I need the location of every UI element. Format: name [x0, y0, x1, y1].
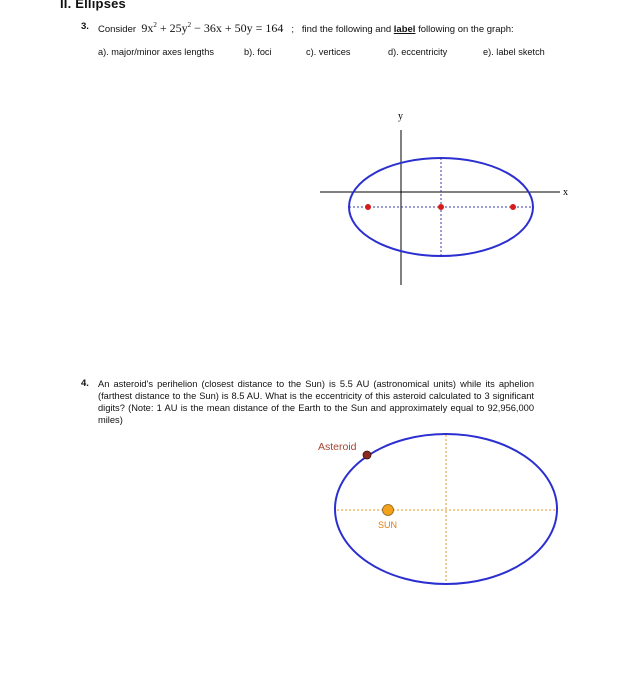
q3-label-word: label — [393, 24, 416, 35]
sun-label: SUN — [378, 520, 398, 530]
asteroid-icon — [363, 451, 371, 459]
q3-part-d: d). eccentricity — [388, 47, 448, 57]
q4-diagram — [0, 420, 618, 610]
x-axis-label: x — [563, 187, 568, 198]
q3-part-b: b). foci — [244, 47, 272, 57]
q3-part-e: e). label sketch — [483, 47, 545, 57]
q3-part-c: c). vertices — [306, 47, 351, 57]
asteroid-label: Asteroid — [318, 441, 357, 453]
q3-consider: Consider — [98, 24, 137, 35]
center-point — [438, 204, 444, 210]
section-title: II. Ellipses — [60, 0, 126, 11]
q4-text: An asteroid's perihelion (closest distance to the Sun) is 5.5 AU (astronomical units) while its aphelion (farthest distance to the Sun) is 8.5 AU. What is the eccentricity of this asteroid calculated to 3 significant digits? (Note: 1 AU is the mean distance of the Earth to the Sun and approximately equal to 92,956,000 miles) — [98, 379, 534, 425]
focus-right-point — [510, 204, 516, 210]
q3-part-a: a). major/minor axes lengths — [98, 47, 214, 57]
q3-number: 3. — [81, 21, 89, 32]
y-axis-label: y — [398, 111, 403, 122]
sun-icon — [383, 505, 394, 516]
q3-find-post: following on the graph: — [418, 24, 514, 35]
q3-semicolon: ; — [291, 24, 294, 35]
q4-number: 4. — [81, 378, 89, 389]
q3-equation: $9x^2 + 25y^2 - 36x + 50y = 164$ — [141, 21, 284, 35]
focus-left-point — [365, 204, 371, 210]
q3-find-pre: find the following and — [301, 24, 392, 35]
